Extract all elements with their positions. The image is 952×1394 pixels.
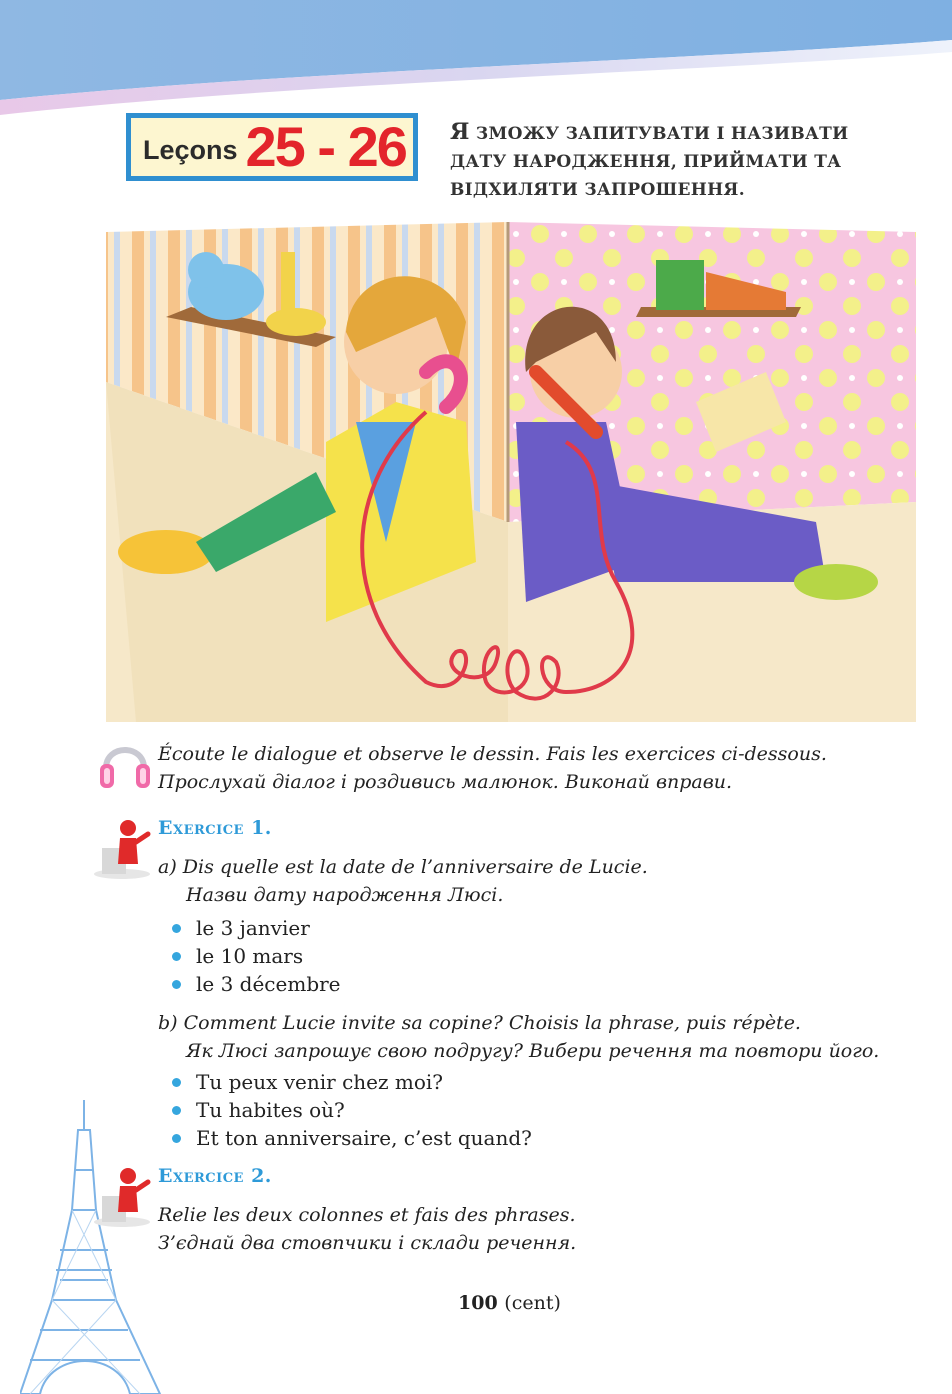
exercise2-uk: З’єднай два стовпчики і склади речення. — [158, 1232, 577, 1254]
list-item: le 10 mars — [170, 942, 341, 970]
list-item: le 3 janvier — [170, 914, 341, 942]
lesson-word: Leçons — [143, 134, 238, 165]
lesson-numbers: 25 - 26 — [245, 115, 406, 178]
exercise1-title: Exercice 1. — [158, 817, 272, 839]
illustration-two-girls-phone — [96, 222, 926, 722]
lesson-goal — [450, 118, 890, 204]
exercise1-part-a — [158, 853, 648, 909]
speaker-figure-icon — [92, 1166, 152, 1228]
instructions-fr: Écoute le dialogue et observe le dessin. Fais les exercices ci-dessous. — [158, 743, 827, 765]
list-item: Et ton anniversaire, c’est quand? — [170, 1124, 532, 1152]
exercise2-fr: Relie les deux colonnes et fais des phrases. — [158, 1204, 576, 1226]
part-b-fr: b) Comment Lucie invite sa copine? Choisis la phrase, puis répète. — [158, 1012, 801, 1034]
part-b-uk: Як Люсі запрошує свою подругу? Вибери речення та повтори його. — [186, 1040, 880, 1062]
top-band — [0, 0, 952, 118]
part-a-options — [170, 914, 341, 998]
part-a-uk: Назви дату народження Люсі. — [186, 884, 504, 906]
goal-first-letter: Я — [450, 119, 470, 145]
eiffel-tower-icon — [20, 1100, 180, 1394]
goal-text: ЗМОЖУ ЗАПИТУВАТИ І НАЗИВАТИ ДАТУ НАРОДЖЕННЯ, ПРИЙМАТИ ТА ВІДХИЛЯТИ ЗАПРОШЕННЯ. — [450, 124, 849, 200]
listening-instructions — [158, 740, 827, 796]
list-item: Tu peux venir chez moi? — [170, 1068, 532, 1096]
part-b-options — [170, 1068, 532, 1152]
page-number: 100 (cent) — [458, 1292, 561, 1314]
speaker-figure-icon — [92, 818, 152, 880]
exercise2-title: Exercice 2. — [158, 1165, 272, 1187]
exercise2-text — [158, 1201, 576, 1257]
lesson-badge — [126, 113, 418, 181]
instructions-uk: Прослухай діалог і роздивись малюнок. Виконай вправи. — [158, 771, 733, 793]
exercise1-part-b — [158, 1009, 879, 1065]
list-item: Tu habites où? — [170, 1096, 532, 1124]
list-item: le 3 décembre — [170, 970, 341, 998]
part-a-fr: a) Dis quelle est la date de l’anniversaire de Lucie. — [158, 856, 648, 878]
headphones-icon — [96, 734, 154, 792]
